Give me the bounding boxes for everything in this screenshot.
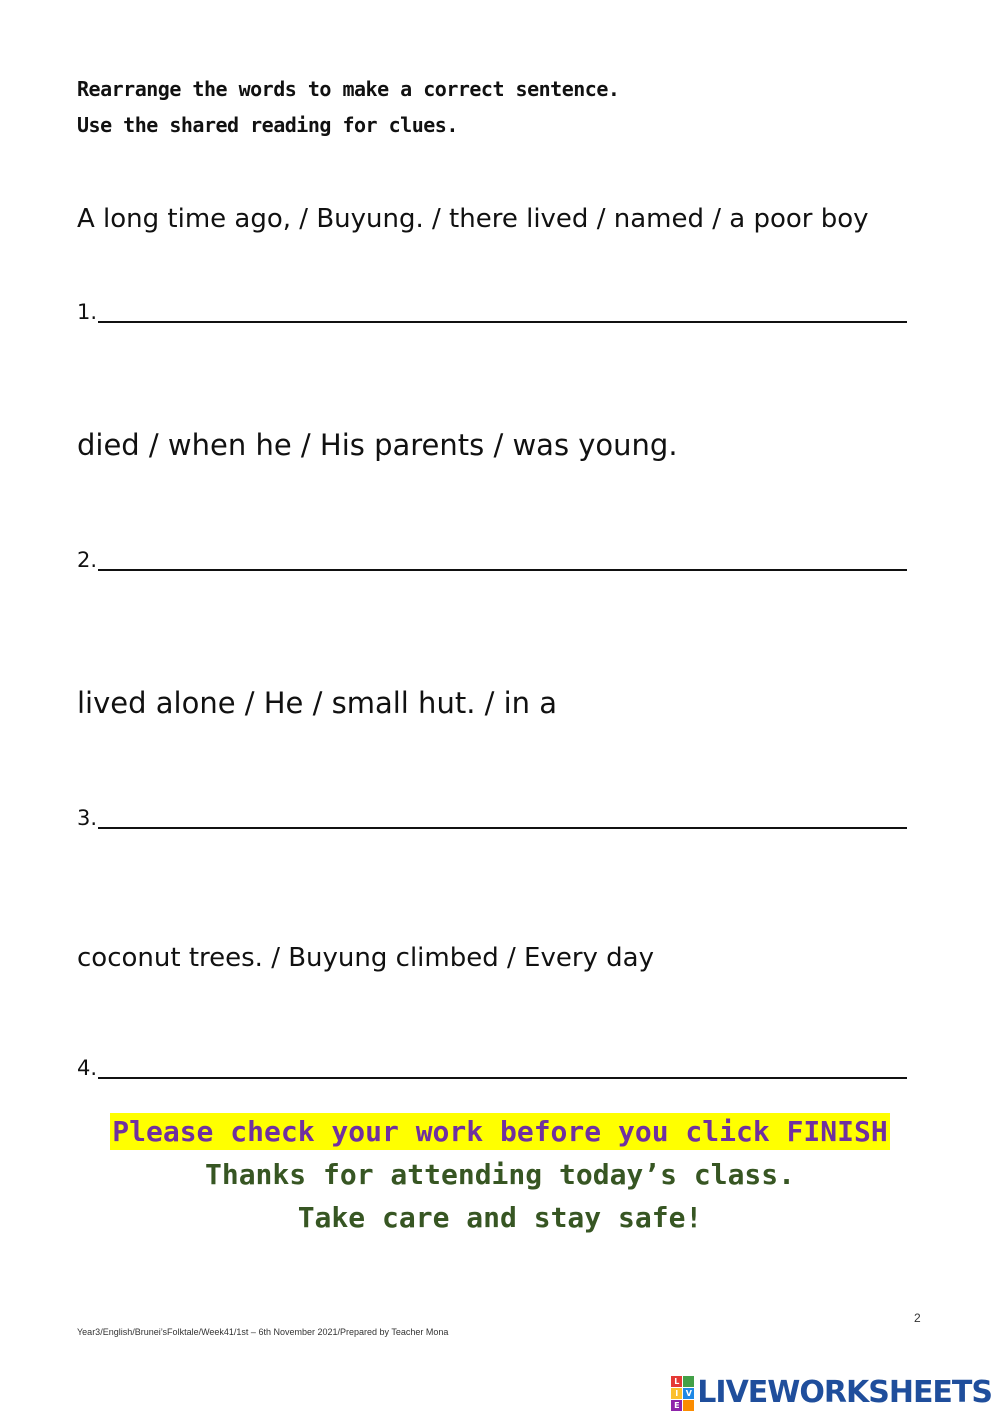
answer-3-number: 3. (77, 806, 98, 830)
question-4-prompt: coconut trees. / Buyung climbed / Every day (77, 943, 654, 973)
question-1-prompt: A long time ago, / Buyung. / there lived / named / a poor boy (77, 204, 869, 234)
question-2-prompt: died / when he / His parents / was young. (77, 428, 678, 462)
instruction-line-2: Use the shared reading for clues. (77, 113, 458, 137)
thanks-message: Thanks for attending today’s class. (204, 1158, 795, 1191)
page-number: 2 (914, 1311, 921, 1325)
brand-name: LIVEWORKSHEETS (697, 1375, 992, 1410)
logo-square (683, 1400, 694, 1411)
answer-2-number: 2. (77, 548, 98, 572)
instruction-line-1: Rearrange the words to make a correct sentence. (77, 77, 620, 101)
finish-reminder-text: Please check your work before you click FINISH (112, 1115, 888, 1148)
logo-letter-l: L (671, 1376, 682, 1387)
logo-square (683, 1376, 694, 1387)
answer-1-blank[interactable] (98, 307, 907, 323)
answer-3-row (77, 799, 907, 829)
logo-letter-v: V (683, 1388, 694, 1399)
logo-letter-i: I (671, 1388, 682, 1399)
answer-4-number: 4. (77, 1056, 98, 1080)
answer-2-blank[interactable] (98, 555, 907, 571)
answer-4-blank[interactable] (98, 1063, 907, 1079)
answer-1-number: 1. (77, 300, 98, 324)
answer-4-row (77, 1049, 907, 1079)
logo-letter-e: E (671, 1400, 682, 1411)
finish-reminder (0, 1115, 1000, 1148)
liveworksheets-logo (671, 1376, 992, 1410)
farewell-message: Take care and stay safe! (297, 1201, 703, 1234)
footer-reference: Year3/English/Brunei’sFolktale/Week41/1st – 6th November 2021/Prepared by Teacher Mona (77, 1327, 449, 1337)
answer-2-row (77, 541, 907, 571)
answer-1-row (77, 293, 907, 323)
live-blocks-icon (671, 1376, 694, 1411)
question-3-prompt: lived alone / He / small hut. / in a (77, 686, 558, 720)
answer-3-blank[interactable] (98, 813, 907, 829)
